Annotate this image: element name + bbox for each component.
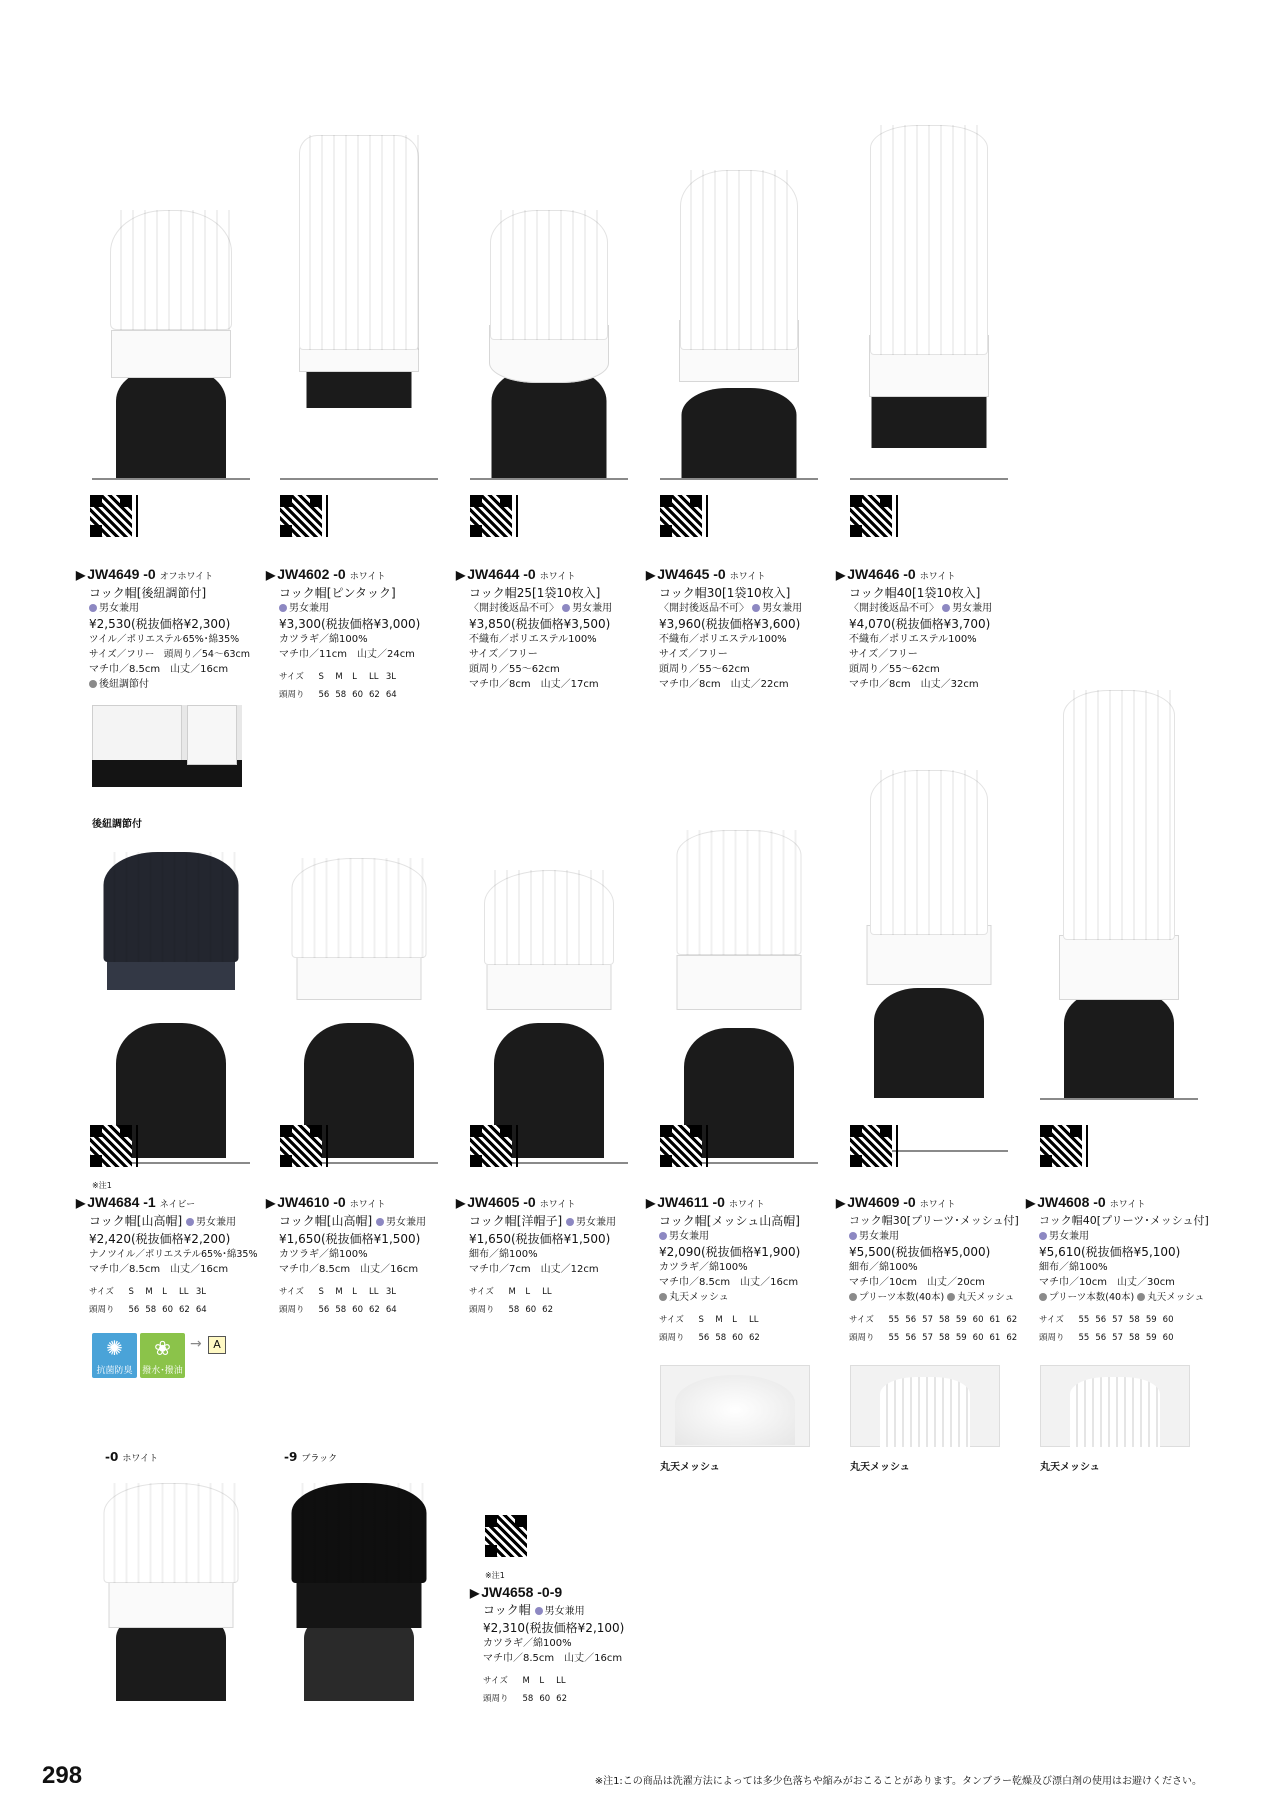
hat-photo-jw4605 (470, 830, 628, 1160)
product-name: コック帽25[1袋10枚入] (469, 586, 601, 600)
dims: マチ巾／8.5cm 山丈／16cm (659, 1277, 799, 1288)
product-info-jw4608 (1026, 1193, 1209, 1347)
detail-photo-back-strap (92, 705, 242, 787)
antibacterial-badge: ✺ 抗菌防臭 (92, 1333, 137, 1378)
price: ¥1,650(税抜価格¥1,500) (469, 1232, 611, 1246)
product-code: ▶ JW4610 -0 ホワイト (266, 1194, 386, 1210)
gender-dot-icon (752, 604, 760, 612)
dims: マチ巾／8cm 山丈／32cm (849, 679, 979, 690)
feature-dot-icon (659, 1293, 667, 1301)
product-name: コック帽30[プリーツ･メッシュ付] (849, 1214, 1019, 1227)
qr-code-jw4608[interactable] (1040, 1125, 1082, 1167)
qr-code-jw4605[interactable] (470, 1125, 512, 1167)
product-info-jw4658 (470, 1583, 645, 1708)
price: ¥2,420(税抜価格¥2,200) (89, 1232, 231, 1246)
price: ¥3,850(税抜価格¥3,500) (469, 617, 611, 631)
product-code: ▶ JW4646 -0 ホワイト (836, 566, 956, 582)
product-info-jw4610 (266, 1193, 441, 1319)
product-code: ▶ JW4605 -0 ホワイト (456, 1194, 576, 1210)
badge-letter: A (208, 1336, 226, 1354)
note-marker: ※注1 (485, 1571, 505, 1580)
size: サイズ／フリー (469, 649, 538, 660)
size-table: サイズ S M L LL 3L 頭周り 56 58 60 62 64 (89, 1287, 207, 1315)
product-info-jw4684 (76, 1193, 258, 1319)
feature-dot-icon (849, 1293, 857, 1301)
gender-dot-icon (535, 1607, 543, 1615)
hat-photo-jw4649 (92, 150, 250, 480)
variant-label-white: -0 ホワイト (105, 1450, 159, 1464)
note-marker: ※注1 (92, 1181, 112, 1190)
hat-photo-jw4610 (280, 830, 438, 1160)
hat-photo-jw4602 (280, 80, 438, 410)
product-info-jw4605 (456, 1193, 631, 1319)
gender-dot-icon (942, 604, 950, 612)
detail-caption: 丸天メッシュ (1040, 1462, 1100, 1473)
feature-dot-icon (1137, 1293, 1145, 1301)
return-note: 〈開封後返品不可〉 男女兼用 (469, 603, 613, 614)
product-info-jw4644 (456, 565, 631, 692)
gender-label: 男女兼用 (1026, 1229, 1201, 1244)
material: カツラギ／綿100% (483, 1638, 572, 1649)
product-info-jw4645 (646, 565, 821, 692)
size-table: サイズ S M L LL 頭周り 56 58 60 62 (659, 1315, 760, 1343)
product-code: ▶ JW4658 -0-9 (470, 1584, 563, 1600)
return-note: 〈開封後返品不可〉 男女兼用 (659, 603, 803, 614)
size: サイズ／フリー 頭周り／54〜63cm (89, 649, 251, 660)
head: 頭周り／55〜62cm (659, 664, 750, 675)
product-name: コック帽40[プリーツ･メッシュ付] (1039, 1214, 1209, 1227)
gender-dot-icon (849, 1232, 857, 1240)
price: ¥2,090(税抜価格¥1,900) (659, 1245, 801, 1259)
product-code: ▶ JW4608 -0 ホワイト (1026, 1194, 1146, 1210)
gender-dot-icon (566, 1218, 574, 1226)
gender-dot-icon (1039, 1232, 1047, 1240)
gender-label: 男女兼用 (646, 1229, 821, 1244)
size: サイズ／フリー (849, 649, 918, 660)
variant-label-black: -9 ブラック (284, 1450, 338, 1464)
gender-label: 男女兼用 (76, 601, 251, 616)
qr-code-jw4658[interactable] (485, 1515, 527, 1557)
feature-dot-icon (89, 680, 97, 688)
return-note: 〈開封後返品不可〉 男女兼用 (849, 603, 993, 614)
price: ¥2,530(税抜価格¥2,300) (89, 617, 231, 631)
hat-photo-jw4611 (660, 830, 818, 1160)
water-repellent-badge: ❀ 撥水･撥油 (140, 1333, 185, 1378)
product-name: コック帽[山高帽] 男女兼用 (279, 1214, 426, 1228)
product-code: ▶ JW4649 -0 オフホワイト (76, 566, 214, 582)
price: ¥2,310(税抜価格¥2,100) (483, 1621, 625, 1635)
size-table: サイズ M L LL 頭周り 58 60 62 (469, 1287, 553, 1315)
hat-photo-jw4684 (92, 830, 250, 1160)
material: 不織布／ポリエステル100% (659, 634, 787, 645)
qr-code-jw4644[interactable] (470, 495, 512, 537)
product-code: ▶ JW4645 -0 ホワイト (646, 566, 766, 582)
dims: マチ巾／7cm 山丈／12cm (469, 1264, 599, 1275)
dims: マチ巾／10cm 山丈／20cm (849, 1277, 985, 1288)
dims: マチ巾／8cm 山丈／17cm (469, 679, 599, 690)
product-info-jw4602 (266, 565, 441, 704)
product-name: コック帽 男女兼用 (483, 1603, 585, 1617)
price: ¥4,070(税抜価格¥3,700) (849, 617, 991, 631)
material: 不織布／ポリエステル100% (849, 634, 977, 645)
head: 頭周り／55〜62cm (469, 664, 560, 675)
size: サイズ／フリー (659, 649, 728, 660)
product-code: ▶ JW4684 -1 ネイビー (76, 1194, 196, 1210)
gender-dot-icon (659, 1232, 667, 1240)
price: ¥5,610(税抜価格¥5,100) (1039, 1245, 1181, 1259)
gender-dot-icon (376, 1218, 384, 1226)
product-name: コック帽[ピンタック] (279, 586, 396, 600)
size-table: サイズ S M L LL 3L 頭周り 56 58 60 62 64 (279, 672, 397, 700)
dims: マチ巾／11cm 山丈／24cm (279, 649, 415, 660)
material: カツラギ／綿100% (279, 1249, 368, 1260)
size-table: サイズ 55 56 57 58 59 60 頭周り 55 56 57 58 59 60 (1039, 1315, 1174, 1343)
detail-caption: 丸天メッシュ (850, 1462, 910, 1473)
dims: マチ巾／8.5cm 山丈／16cm (279, 1264, 419, 1275)
product-info-jw4609 (836, 1193, 1019, 1347)
size-table: サイズ M L LL 頭周り 58 60 62 (483, 1676, 567, 1704)
material: 細布／綿100% (469, 1249, 538, 1260)
detail-photo-mesh-jw4608 (1040, 1365, 1190, 1447)
price: ¥3,960(税抜価格¥3,600) (659, 617, 801, 631)
hat-photo-jw4609 (850, 770, 1008, 1100)
material: ナノツイル／ポリエステル65%･綿35% (89, 1249, 258, 1260)
dims: マチ巾／8.5cm 山丈／16cm (89, 1264, 229, 1275)
material: ツイル／ポリエステル65%･綿35% (89, 634, 240, 645)
qr-code-jw4611[interactable] (660, 1125, 702, 1167)
head: 頭周り／55〜62cm (849, 664, 940, 675)
material: 不織布／ポリエステル100% (469, 634, 597, 645)
gender-dot-icon (186, 1218, 194, 1226)
hat-photo-jw4658-white (92, 1478, 250, 1703)
antibacterial-icon: ✺ (106, 1336, 123, 1360)
product-info-jw4611 (646, 1193, 821, 1347)
product-name: コック帽[洋帽子] 男女兼用 (469, 1214, 616, 1228)
footer-note: ※注1:この商品は洗濯方法によっては多少色落ちや縮みがおこることがあります。タンブラー乾燥及び漂白剤の使用はお避けください。 (594, 1776, 1202, 1787)
detail-caption: 後紐調節付 (92, 819, 142, 830)
detail-photo-mesh-jw4611 (660, 1365, 810, 1447)
feature: プリーツ本数(40本) 丸天メッシュ (836, 1290, 1011, 1305)
material: カツラギ／綿100% (279, 634, 368, 645)
feature: 後紐調節付 (76, 677, 251, 692)
product-code: ▶ JW4602 -0 ホワイト (266, 566, 386, 582)
price: ¥3,300(税抜価格¥3,000) (279, 617, 421, 631)
badge-arrow: → (190, 1336, 202, 1352)
gender-dot-icon (562, 604, 570, 612)
product-code: ▶ JW4611 -0 ホワイト (646, 1194, 765, 1210)
qr-code-jw4646[interactable] (850, 495, 892, 537)
product-name: コック帽[後紐調節付] (89, 586, 207, 600)
qr-code-jw4602[interactable] (280, 495, 322, 537)
dims: マチ巾／10cm 山丈／30cm (1039, 1277, 1175, 1288)
hat-photo-jw4646 (850, 120, 1008, 450)
page-number: 298 (42, 1762, 83, 1789)
water-repellent-icon: ❀ (154, 1336, 171, 1360)
detail-caption: 丸天メッシュ (660, 1462, 720, 1473)
product-name: コック帽40[1袋10枚入] (849, 586, 981, 600)
feature-dot-icon (947, 1293, 955, 1301)
material: 細布／綿100% (849, 1262, 918, 1273)
product-info-jw4646 (836, 565, 1011, 692)
feature: 丸天メッシュ (646, 1290, 821, 1305)
feature: プリーツ本数(40本) 丸天メッシュ (1026, 1290, 1201, 1305)
qr-code-jw4610[interactable] (280, 1125, 322, 1167)
price: ¥1,650(税抜価格¥1,500) (279, 1232, 421, 1246)
feature-dot-icon (1039, 1293, 1047, 1301)
product-name: コック帽30[1袋10枚入] (659, 586, 791, 600)
product-code: ▶ JW4609 -0 ホワイト (836, 1194, 956, 1210)
product-name: コック帽[山高帽] 男女兼用 (89, 1214, 236, 1228)
gender-dot-icon (89, 604, 97, 612)
product-name: コック帽[メッシュ山高帽] (659, 1214, 800, 1228)
qr-code-jw4609[interactable] (850, 1125, 892, 1167)
dims: マチ巾／8.5cm 山丈／16cm (89, 664, 229, 675)
price: ¥5,500(税抜価格¥5,000) (849, 1245, 991, 1259)
hat-photo-jw4645 (660, 150, 818, 480)
qr-code-jw4649[interactable] (90, 495, 132, 537)
product-code: ▶ JW4644 -0 ホワイト (456, 566, 576, 582)
material: 細布／綿100% (1039, 1262, 1108, 1273)
dims: マチ巾／8cm 山丈／22cm (659, 679, 789, 690)
qr-code-jw4645[interactable] (660, 495, 702, 537)
qr-code-jw4684[interactable] (90, 1125, 132, 1167)
product-info-jw4649 (76, 565, 251, 692)
gender-label: 男女兼用 (836, 1229, 1011, 1244)
gender-label: 男女兼用 (266, 601, 441, 616)
detail-photo-mesh-jw4609 (850, 1365, 1000, 1447)
hat-photo-jw4608 (1040, 690, 1198, 1020)
hat-photo-jw4658-black (280, 1478, 438, 1703)
dims: マチ巾／8.5cm 山丈／16cm (483, 1653, 623, 1664)
gender-dot-icon (279, 604, 287, 612)
size-table: サイズ S M L LL 3L 頭周り 56 58 60 62 64 (279, 1287, 397, 1315)
size-table: サイズ 55 56 57 58 59 60 61 62 頭周り 55 56 57 58 59 60 61 62 (849, 1315, 1018, 1343)
material: カツラギ／綿100% (659, 1262, 748, 1273)
hat-photo-jw4644 (470, 150, 628, 480)
